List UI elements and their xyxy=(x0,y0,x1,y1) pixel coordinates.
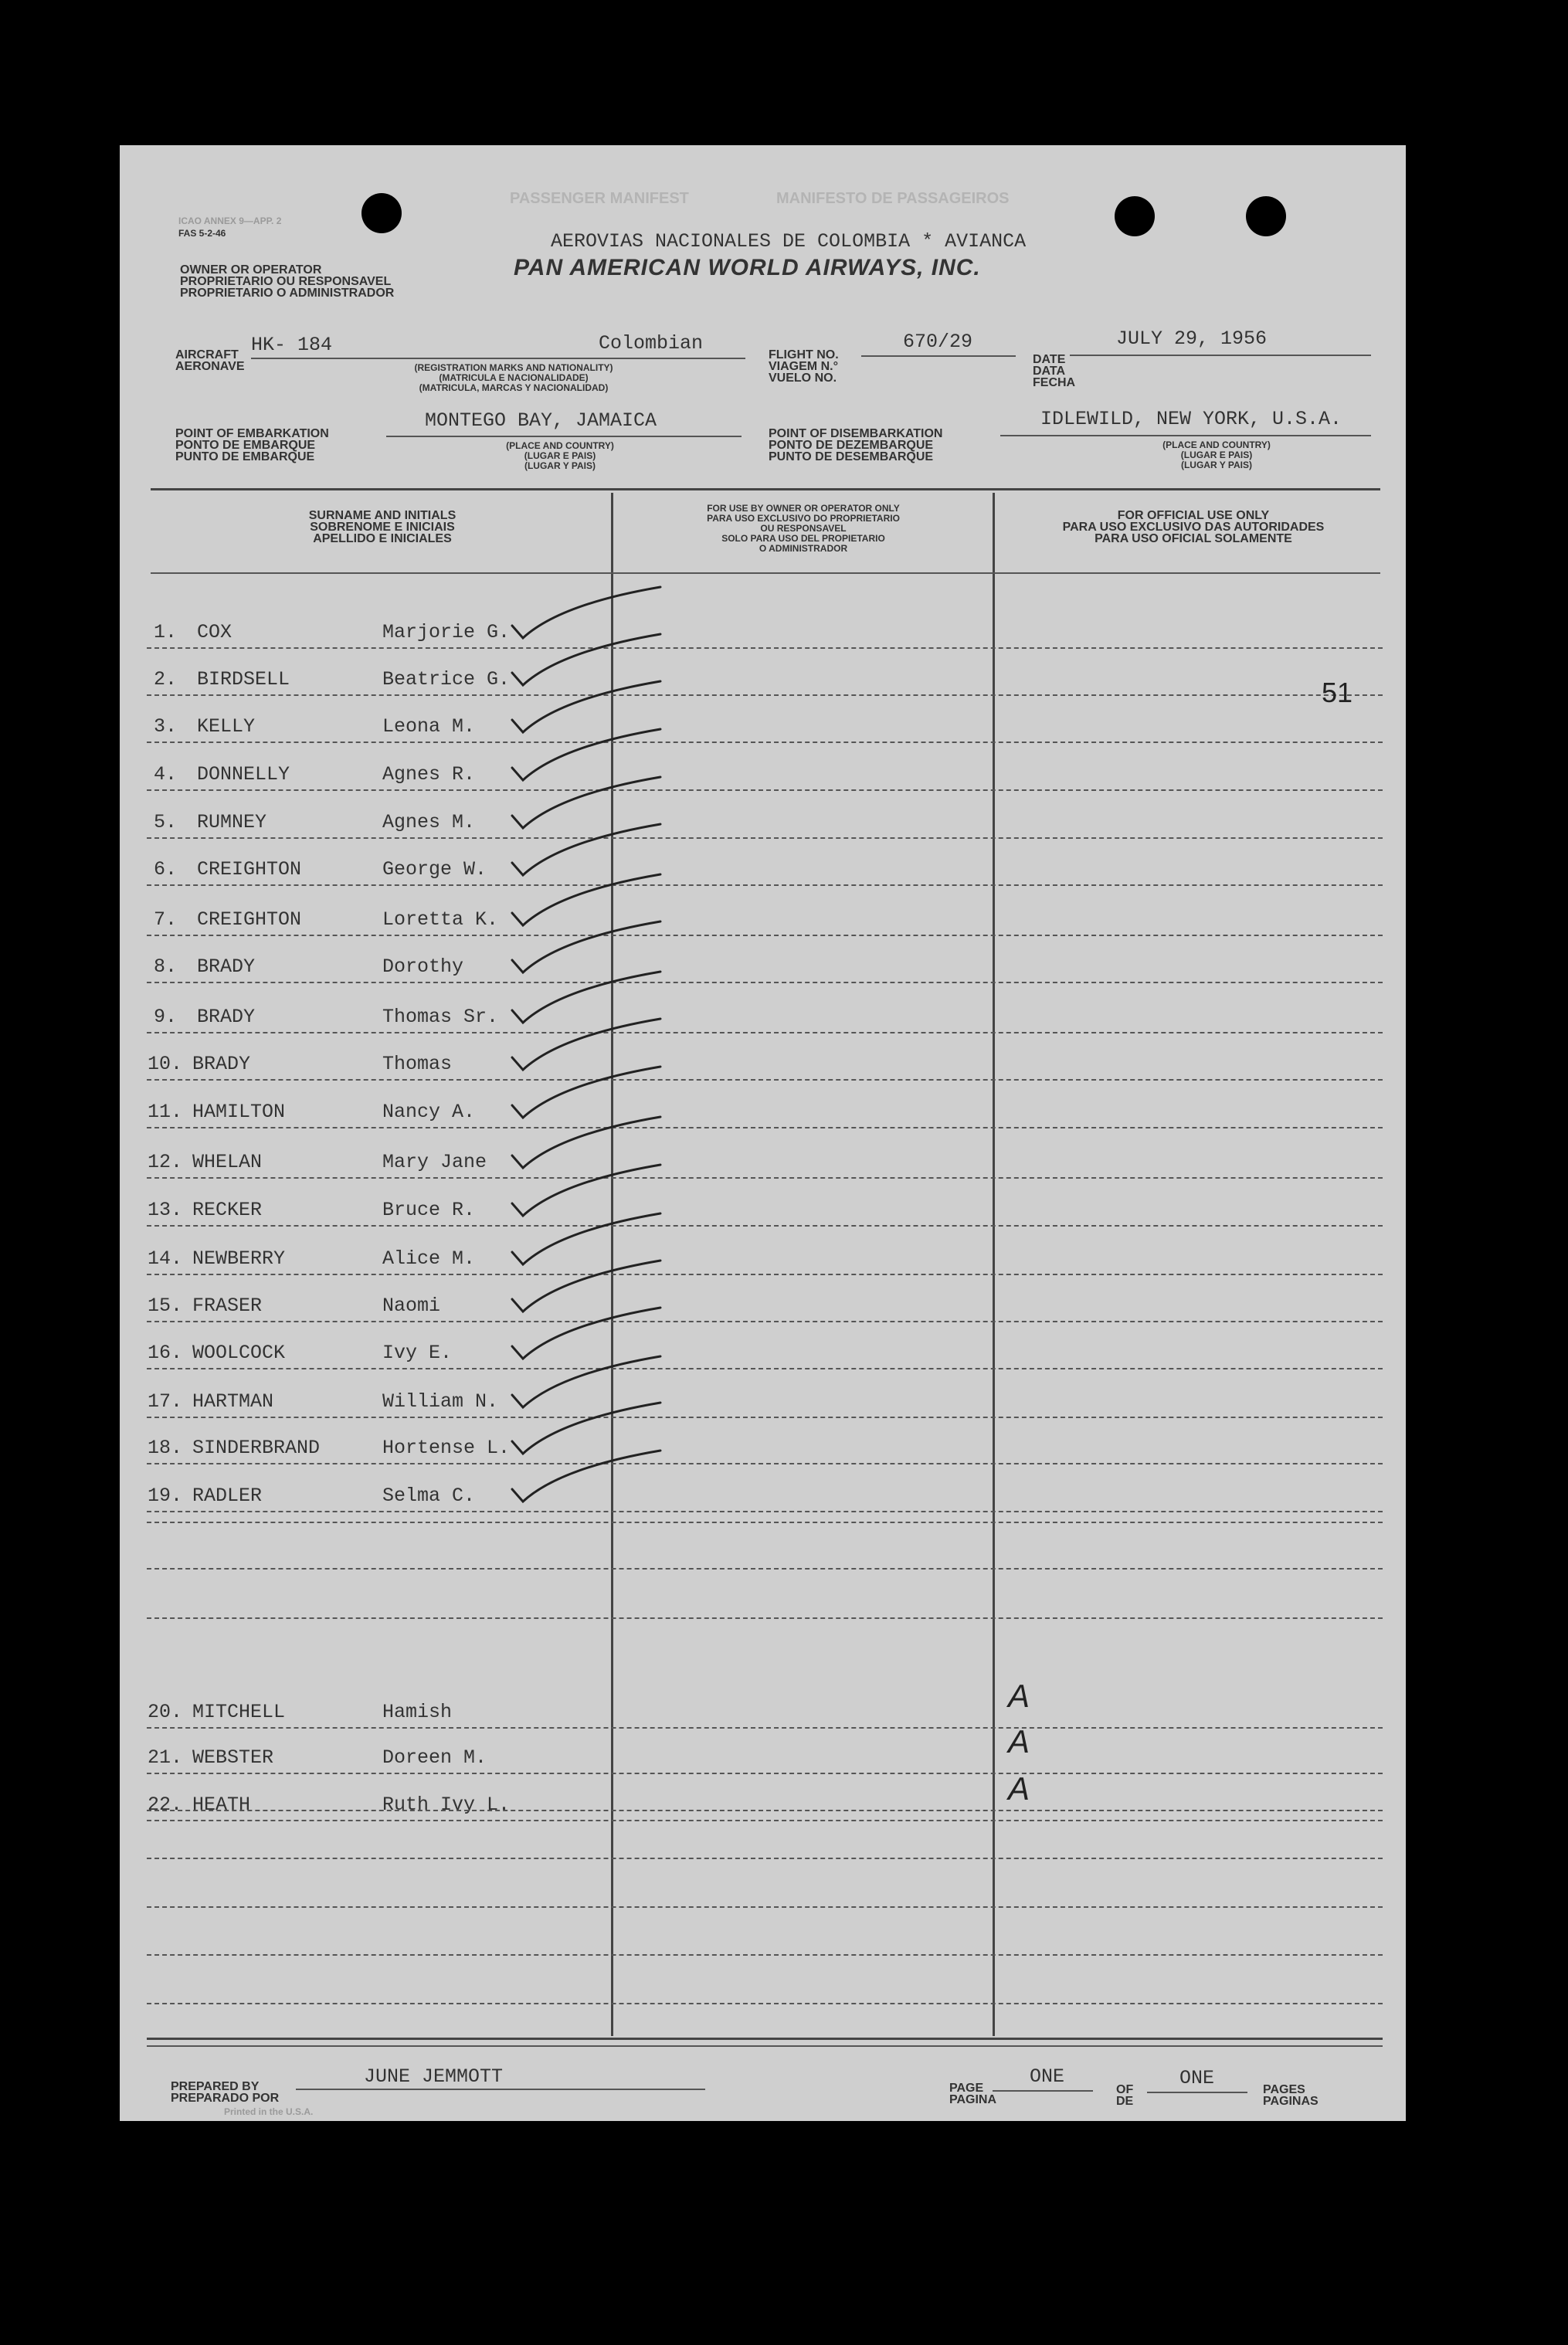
row-rule xyxy=(147,1225,1383,1227)
passenger-surname: WOOLCOCK xyxy=(192,1342,286,1364)
flight-number-label: FLIGHT NO. VIAGEM N.° VUELO NO. xyxy=(769,348,839,385)
form-code-1: ICAO ANNEX 9—APP. 2 xyxy=(178,215,282,226)
passenger-surname: HAMILTON xyxy=(192,1101,286,1123)
form-code-2: FAS 5-2-46 xyxy=(178,228,226,239)
faded-title-manifesto: MANIFESTO DE PASSAGEIROS xyxy=(776,190,1010,207)
passenger-given-names: Agnes M. xyxy=(382,811,476,833)
date-underline xyxy=(1070,355,1371,356)
row-rule xyxy=(147,1032,1383,1033)
passenger-surname: HARTMAN xyxy=(192,1390,274,1413)
passenger-surname: RUMNEY xyxy=(197,811,267,833)
date-label: DATE DATA FECHA xyxy=(1033,353,1076,389)
row-rule xyxy=(147,742,1383,743)
row-number: 19. xyxy=(148,1485,183,1507)
of-label: OF DE xyxy=(1116,2083,1134,2108)
row-number: 8. xyxy=(154,955,178,978)
row-number: 22. xyxy=(148,1794,183,1816)
row-rule xyxy=(147,647,1383,649)
row-number: 21. xyxy=(148,1746,183,1769)
row-number: 11. xyxy=(148,1101,183,1123)
row-number: 15. xyxy=(148,1295,183,1317)
passenger-given-names: Leona M. xyxy=(382,715,476,738)
official-mark: A xyxy=(1008,1678,1030,1714)
passenger-given-names: Thomas xyxy=(382,1053,453,1075)
embarkation-caption: (PLACE AND COUNTRY) (LUGAR E PAIS) (LUGAR Y PAIS) xyxy=(506,440,614,471)
row-rule xyxy=(147,694,1383,696)
row-number: 5. xyxy=(154,811,178,833)
passenger-surname: KELLY xyxy=(197,715,256,738)
row-rule xyxy=(147,1727,1383,1729)
passenger-surname: FRASER xyxy=(192,1295,263,1317)
blank-row-rule xyxy=(147,1522,1383,1523)
row-number: 7. xyxy=(154,908,178,931)
passenger-given-names: William N. xyxy=(382,1390,499,1413)
passenger-surname: SINDERBRAND xyxy=(192,1437,321,1459)
disembarkation-underline xyxy=(1000,435,1371,436)
operator-pan-american: PAN AMERICAN WORLD AIRWAYS, INC. xyxy=(514,255,981,280)
official-mark: A xyxy=(1008,1723,1030,1760)
pages-label: PAGES PAGINAS xyxy=(1263,2083,1319,2108)
row-number: 9. xyxy=(154,1006,178,1028)
row-rule xyxy=(147,1820,1383,1821)
page-label: PAGE PAGINA xyxy=(949,2082,997,2106)
passenger-given-names: Mary Jane xyxy=(382,1151,487,1173)
passenger-given-names: Doreen M. xyxy=(382,1746,487,1769)
passenger-given-names: Beatrice G. xyxy=(382,668,511,691)
of-underline xyxy=(1147,2092,1247,2093)
passenger-surname: DONNELLY xyxy=(197,763,290,786)
row-number: 4. xyxy=(154,763,178,786)
flight-underline xyxy=(861,355,1016,357)
passenger-surname: RECKER xyxy=(192,1199,263,1221)
page-value: ONE xyxy=(1030,2065,1065,2088)
passenger-given-names: Naomi xyxy=(382,1295,441,1317)
faded-title-passenger-manifest: PASSENGER MANIFEST xyxy=(510,190,689,207)
row-rule xyxy=(147,1511,1383,1512)
page-underline xyxy=(993,2090,1093,2092)
passenger-surname: BRADY xyxy=(197,955,256,978)
passenger-given-names: George W. xyxy=(382,858,487,881)
operator-avianca: AEROVIAS NACIONALES DE COLOMBIA * AVIANCA xyxy=(551,230,1027,253)
flight-number-value: 670/29 xyxy=(903,331,973,353)
passenger-given-names: Nancy A. xyxy=(382,1101,476,1123)
passenger-given-names: Ruth Ivy L. xyxy=(382,1794,511,1816)
row-number: 12. xyxy=(148,1151,183,1173)
blank-row-rule xyxy=(147,1810,1383,1811)
embarkation-value: MONTEGO BAY, JAMAICA xyxy=(425,409,657,432)
row-number: 13. xyxy=(148,1199,183,1221)
punch-hole-right xyxy=(1246,196,1286,236)
row-rule xyxy=(147,1079,1383,1081)
passenger-surname: WEBSTER xyxy=(192,1746,274,1769)
passenger-surname: COX xyxy=(197,621,232,643)
passenger-given-names: Ivy E. xyxy=(382,1342,453,1364)
row-number: 20. xyxy=(148,1701,183,1723)
blank-row-rule xyxy=(147,1617,1383,1619)
official-number: 51 xyxy=(1322,677,1353,708)
aircraft-label: AIRCRAFT AERONAVE xyxy=(175,348,245,373)
passenger-given-names: Marjorie G. xyxy=(382,621,511,643)
passenger-surname: RADLER xyxy=(192,1485,263,1507)
disembarkation-label: POINT OF DISEMBARKATION PONTO DE DEZEMBARQUE PUNTO DE DESEMBARQUE xyxy=(769,427,943,463)
row-rule xyxy=(147,1177,1383,1179)
passenger-surname: CREIGHTON xyxy=(197,858,302,881)
official-mark: A xyxy=(1008,1770,1030,1807)
manifest-sheet xyxy=(120,145,1406,2121)
header-bottom-rule xyxy=(151,572,1380,574)
row-number: 2. xyxy=(154,668,178,691)
blank-row-rule xyxy=(147,1906,1383,1908)
row-rule xyxy=(147,1321,1383,1322)
owner-operator-label: OWNER OR OPERATOR PROPRIETARIO OU RESPONSAVEL PROPRIETARIO O ADMINISTRADOR xyxy=(180,263,395,300)
blank-row-rule xyxy=(147,1858,1383,1859)
blank-row-rule xyxy=(147,1568,1383,1570)
punch-hole-left xyxy=(361,193,402,233)
row-number: 1. xyxy=(154,621,178,643)
row-rule xyxy=(147,1127,1383,1128)
row-number: 10. xyxy=(148,1053,183,1075)
passenger-surname: CREIGHTON xyxy=(197,908,302,931)
passenger-surname: BRADY xyxy=(192,1053,251,1075)
embarkation-label: POINT OF EMBARKATION PONTO DE EMBARQUE PUNTO DE EMBARQUE xyxy=(175,427,329,463)
prepared-underline xyxy=(296,2089,705,2090)
of-value: ONE xyxy=(1179,2067,1215,2089)
aircraft-registration: HK- 184 xyxy=(251,334,333,356)
row-number: 17. xyxy=(148,1390,183,1413)
row-number: 18. xyxy=(148,1437,183,1459)
table-bottom-rule-2 xyxy=(147,2045,1383,2047)
passenger-surname: BIRDSELL xyxy=(197,668,290,691)
passenger-given-names: Agnes R. xyxy=(382,763,476,786)
printed-note: Printed in the U.S.A. xyxy=(224,2106,314,2117)
passenger-given-names: Alice M. xyxy=(382,1247,476,1270)
row-rule xyxy=(147,982,1383,983)
column-divider-2 xyxy=(993,493,995,2036)
row-rule xyxy=(147,837,1383,839)
row-number: 14. xyxy=(148,1247,183,1270)
prepared-by-label: PREPARED BY PREPARADO POR xyxy=(171,2080,280,2105)
owner-use-column-header: FOR USE BY OWNER OR OPERATOR ONLY PARA USO EXCLUSIVO DO PROPRIETARIO OU RESPONSAVEL SOLO PARA USO DEL PROPIETARIO O ADMINISTRADOR xyxy=(707,503,900,554)
row-number: 16. xyxy=(148,1342,183,1364)
passenger-surname: HEATH xyxy=(192,1794,251,1816)
aircraft-nationality: Colombian xyxy=(599,332,704,355)
passenger-given-names: Loretta K. xyxy=(382,908,499,931)
passenger-given-names: Bruce R. xyxy=(382,1199,476,1221)
disembarkation-value: IDLEWILD, NEW YORK, U.S.A. xyxy=(1040,408,1342,430)
table-top-rule xyxy=(151,488,1380,490)
passenger-surname: WHELAN xyxy=(192,1151,263,1173)
row-rule xyxy=(147,789,1383,791)
date-value: JULY 29, 1956 xyxy=(1116,327,1268,350)
row-number: 3. xyxy=(154,715,178,738)
official-use-column-header: FOR OFFICIAL USE ONLY PARA USO EXCLUSIVO DAS AUTORIDADES PARA USO OFICIAL SOLAMENTE xyxy=(1062,509,1325,545)
passenger-given-names: Hamish xyxy=(382,1701,453,1723)
row-rule xyxy=(147,1773,1383,1774)
aircraft-underline xyxy=(251,358,745,359)
passenger-given-names: Dorothy xyxy=(382,955,464,978)
disembarkation-caption: (PLACE AND COUNTRY) (LUGAR E PAIS) (LUGAR Y PAIS) xyxy=(1162,439,1271,470)
passenger-given-names: Hortense L. xyxy=(382,1437,511,1459)
registration-caption: (REGISTRATION MARKS AND NATIONALITY) (MATRICULA E NACIONALIDADE) (MATRICULA, MARCAS Y NACIONALIDAD) xyxy=(414,362,613,393)
passenger-given-names: Thomas Sr. xyxy=(382,1006,499,1028)
blank-row-rule xyxy=(147,2003,1383,2004)
passenger-surname: NEWBERRY xyxy=(192,1247,286,1270)
embarkation-underline xyxy=(386,436,742,437)
passenger-surname: MITCHELL xyxy=(192,1701,286,1723)
row-rule xyxy=(147,1463,1383,1464)
passenger-surname: BRADY xyxy=(197,1006,256,1028)
row-rule xyxy=(147,884,1383,886)
row-number: 6. xyxy=(154,858,178,881)
punch-hole-center xyxy=(1115,196,1155,236)
row-rule xyxy=(147,935,1383,936)
row-rule xyxy=(147,1274,1383,1275)
prepared-by-value: JUNE JEMMOTT xyxy=(364,2065,504,2088)
check-mark-icon xyxy=(506,1444,676,1506)
row-rule xyxy=(147,1417,1383,1418)
surname-column-header: SURNAME AND INITIALS SOBRENOME E INICIAIS APELLIDO E INICIALES xyxy=(308,509,456,545)
passenger-given-names: Selma C. xyxy=(382,1485,476,1507)
table-bottom-rule xyxy=(147,2038,1383,2040)
row-rule xyxy=(147,1368,1383,1369)
blank-row-rule xyxy=(147,1954,1383,1956)
